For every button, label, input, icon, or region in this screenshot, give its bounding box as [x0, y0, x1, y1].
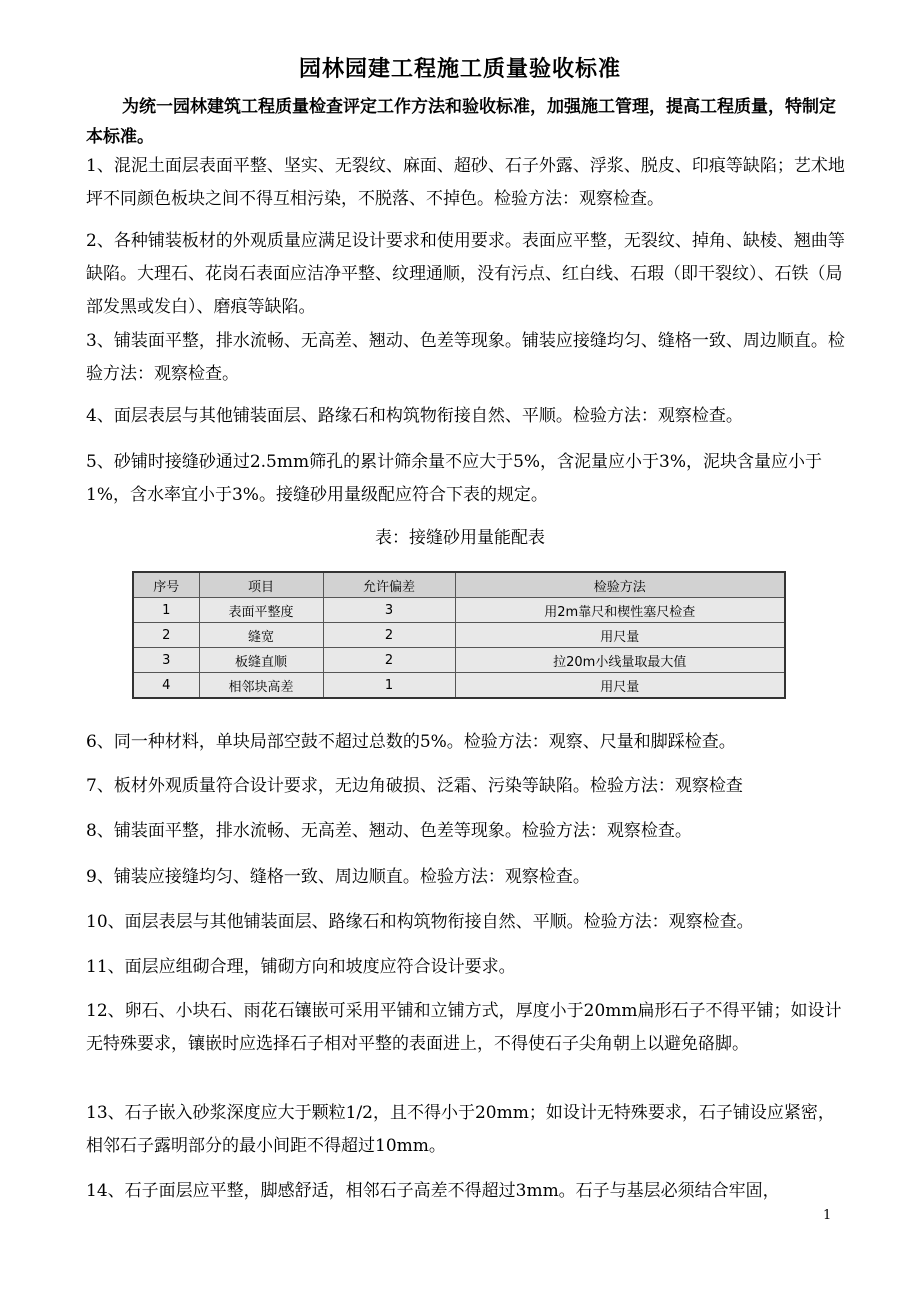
page-number: 1 [823, 1208, 832, 1223]
cell-method: 拉20m小线量取最大值 [455, 648, 785, 673]
header-tolerance: 允许偏差 [323, 572, 455, 598]
cell-method: 用2m靠尺和楔性塞尺检查 [455, 598, 785, 623]
clause-6: 6、同一种材料，单块局部空鼓不超过总数的5%。检验方法：观察、尺量和脚踩检查。 [86, 732, 736, 752]
clause-9: 9、铺装应接缝均匀、缝格一致、周边顺直。检验方法：观察检查。 [86, 867, 590, 887]
document-title: 园林园建工程施工质量验收标准 [298, 56, 621, 82]
clause-3: 3、铺装面平整，排水流畅、无高差、翘动、色差等现象。铺装应接缝均匀、缝格一致、周边顺直。检验方法：观察检查。 [86, 331, 845, 384]
cell-index: 2 [133, 623, 199, 648]
intro-text: 为统一园林建筑工程质量检查评定工作方法和验收标准，加强施工管理，提高工程质量，特制定本标准。 [86, 97, 836, 147]
header-index: 序号 [133, 572, 199, 598]
clause-10: 10、面层表层与其他铺装面层、路缘石和构筑物衔接自然、平顺。检验方法：观察检查。 [86, 912, 754, 932]
clause-4: 4、面层表层与其他铺装面层、路缘石和构筑物衔接自然、平顺。检验方法：观察检查。 [86, 406, 743, 426]
table-row [133, 623, 785, 648]
cell-index: 3 [133, 648, 199, 673]
table-row [133, 673, 785, 699]
clause-5: 5、砂铺时接缝砂通过2.5mm筛孔的累计筛余量不应大于5%，含泥量应小于3%，泥块含量应小于1%，含水率宜小于3%。接缝砂用量级配应符合下表的规定。 [86, 452, 823, 505]
cell-item: 表面平整度 [199, 598, 323, 623]
cell-index: 1 [133, 598, 199, 623]
cell-method: 用尺量 [455, 673, 785, 699]
joint-sand-table [132, 571, 786, 699]
header-method: 检验方法 [455, 572, 785, 598]
cell-tolerance: 1 [323, 673, 455, 699]
cell-method: 用尺量 [455, 623, 785, 648]
cell-item: 板缝直顺 [199, 648, 323, 673]
clause-1: 1、混泥土面层表面平整、坚实、无裂纹、麻面、超砂、石子外露、浮浆、脱皮、印痕等缺陷；艺术地坪不同颜色板块之间不得互相污染，不脱落、不掉色。检验方法：观察检查。 [86, 156, 845, 209]
clause-2: 2、各种铺装板材的外观质量应满足设计要求和使用要求。表面应平整，无裂纹、掉角、缺棱、翘曲等缺陷。大理石、花岗石表面应洁净平整、纹理通顺，没有污点、红白线、石瑕（即干裂纹）、石铁（局部发黑或发白）、磨痕等缺陷。 [86, 231, 845, 317]
header-item: 项目 [199, 572, 323, 598]
cell-tolerance: 2 [323, 623, 455, 648]
clause-8: 8、铺装面平整，排水流畅、无高差、翘动、色差等现象。检验方法：观察检查。 [86, 821, 692, 841]
cell-tolerance: 2 [323, 648, 455, 673]
clause-13: 13、石子嵌入砂浆深度应大于颗粒1/2，且不得小于20mm；如设计无特殊要求，石子铺设应紧密，相邻石子露明部分的最小间距不得超过10mm。 [86, 1103, 835, 1156]
clause-14: 14、石子面层应平整，脚感舒适，相邻石子高差不得超过3mm。石子与基层必须结合牢固， [86, 1181, 780, 1201]
clause-11: 11、面层应组砌合理，铺砌方向和坡度应符合设计要求。 [86, 957, 516, 977]
table-caption: 表：接缝砂用量能配表 [375, 528, 545, 548]
table-header-row [133, 572, 785, 598]
cell-index: 4 [133, 673, 199, 699]
cell-item: 缝宽 [199, 623, 323, 648]
clause-7: 7、板材外观质量符合设计要求，无边角破损、泛霜、污染等缺陷。检验方法：观察检查 [86, 776, 743, 796]
cell-item: 相邻块高差 [199, 673, 323, 699]
intro-paragraph [86, 92, 846, 152]
table-row [133, 598, 785, 623]
cell-tolerance: 3 [323, 598, 455, 623]
table-row [133, 648, 785, 673]
clause-12: 12、卵石、小块石、雨花石镶嵌可采用平铺和立铺方式，厚度小于20mm扁形石子不得平铺；如设计无特殊要求，镶嵌时应选择石子相对平整的表面进上，不得使石子尖角朝上以避免硌脚。 [86, 1001, 842, 1054]
